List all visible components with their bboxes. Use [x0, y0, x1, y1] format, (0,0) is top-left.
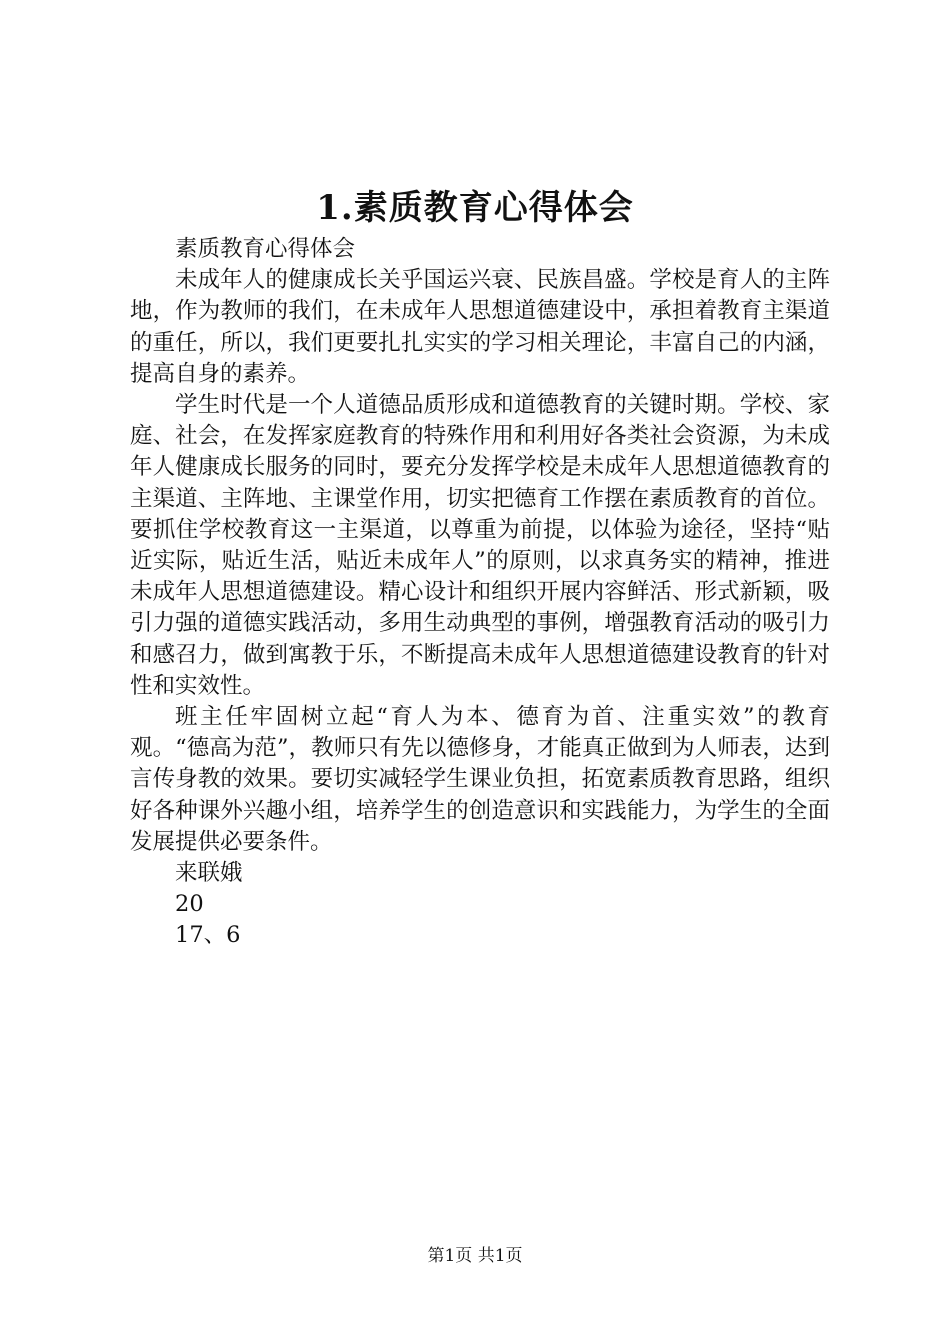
- body-paragraph-3: 班主任牢固树立起“育人为本、德育为首、注重实效”的教育观。“德高为范”，教师只有先以德修身，才能真正做到为人师表，达到言传身教的效果。要切实减轻学生课业负担，拓宽素质教育思路，组织好各种课外兴趣小组，培养学生的创造意识和实践能力，为学生的全面发展提供必要条件。: [130, 704, 830, 855]
- author-name: 来联娥: [175, 860, 243, 887]
- date-line-1: 20: [175, 891, 204, 918]
- body-paragraph-1: 未成年人的健康成长关乎国运兴衰、民族昌盛。学校是育人的主阵地，作为教师的我们，在未成年人思想道德建设中，承担着教育主渠道的重任，所以，我们更要扎扎实实的学习相关理论，丰富自己的内涵，提高自身的素养。: [130, 267, 830, 387]
- document-title: 1.素质教育心得体会: [316, 188, 634, 228]
- page-footer: 第1页 共1页: [427, 1246, 523, 1266]
- body-paragraph-2: 学生时代是一个人道德品质形成和道德教育的关键时期。学校、家庭、社会，在发挥家庭教育的特殊作用和利用好各类社会资源，为未成年人健康成长服务的同时，要充分发挥学校是未成年人思想道德教育的主渠道、主阵地、主课堂作用，切实把德育工作摆在素质教育的首位。要抓住学校教育这一主渠道，以尊重为前提，以体验为途径，坚持“贴近实际，贴近生活，贴近未成年人”的原则，以求真务实的精神，推进未成年人思想道德建设。精心设计和组织开展内容鲜活、形式新颖，吸引力强的道德实践活动，多用生动典型的事例，增强教育活动的吸引力和感召力，做到寓教于乐，不断提高未成年人思想道德建设教育的针对性和实效性。: [130, 392, 830, 699]
- document-body: [130, 234, 830, 952]
- date-line-2: 17、6: [175, 922, 241, 949]
- subtitle-paragraph: 素质教育心得体会: [175, 236, 356, 262]
